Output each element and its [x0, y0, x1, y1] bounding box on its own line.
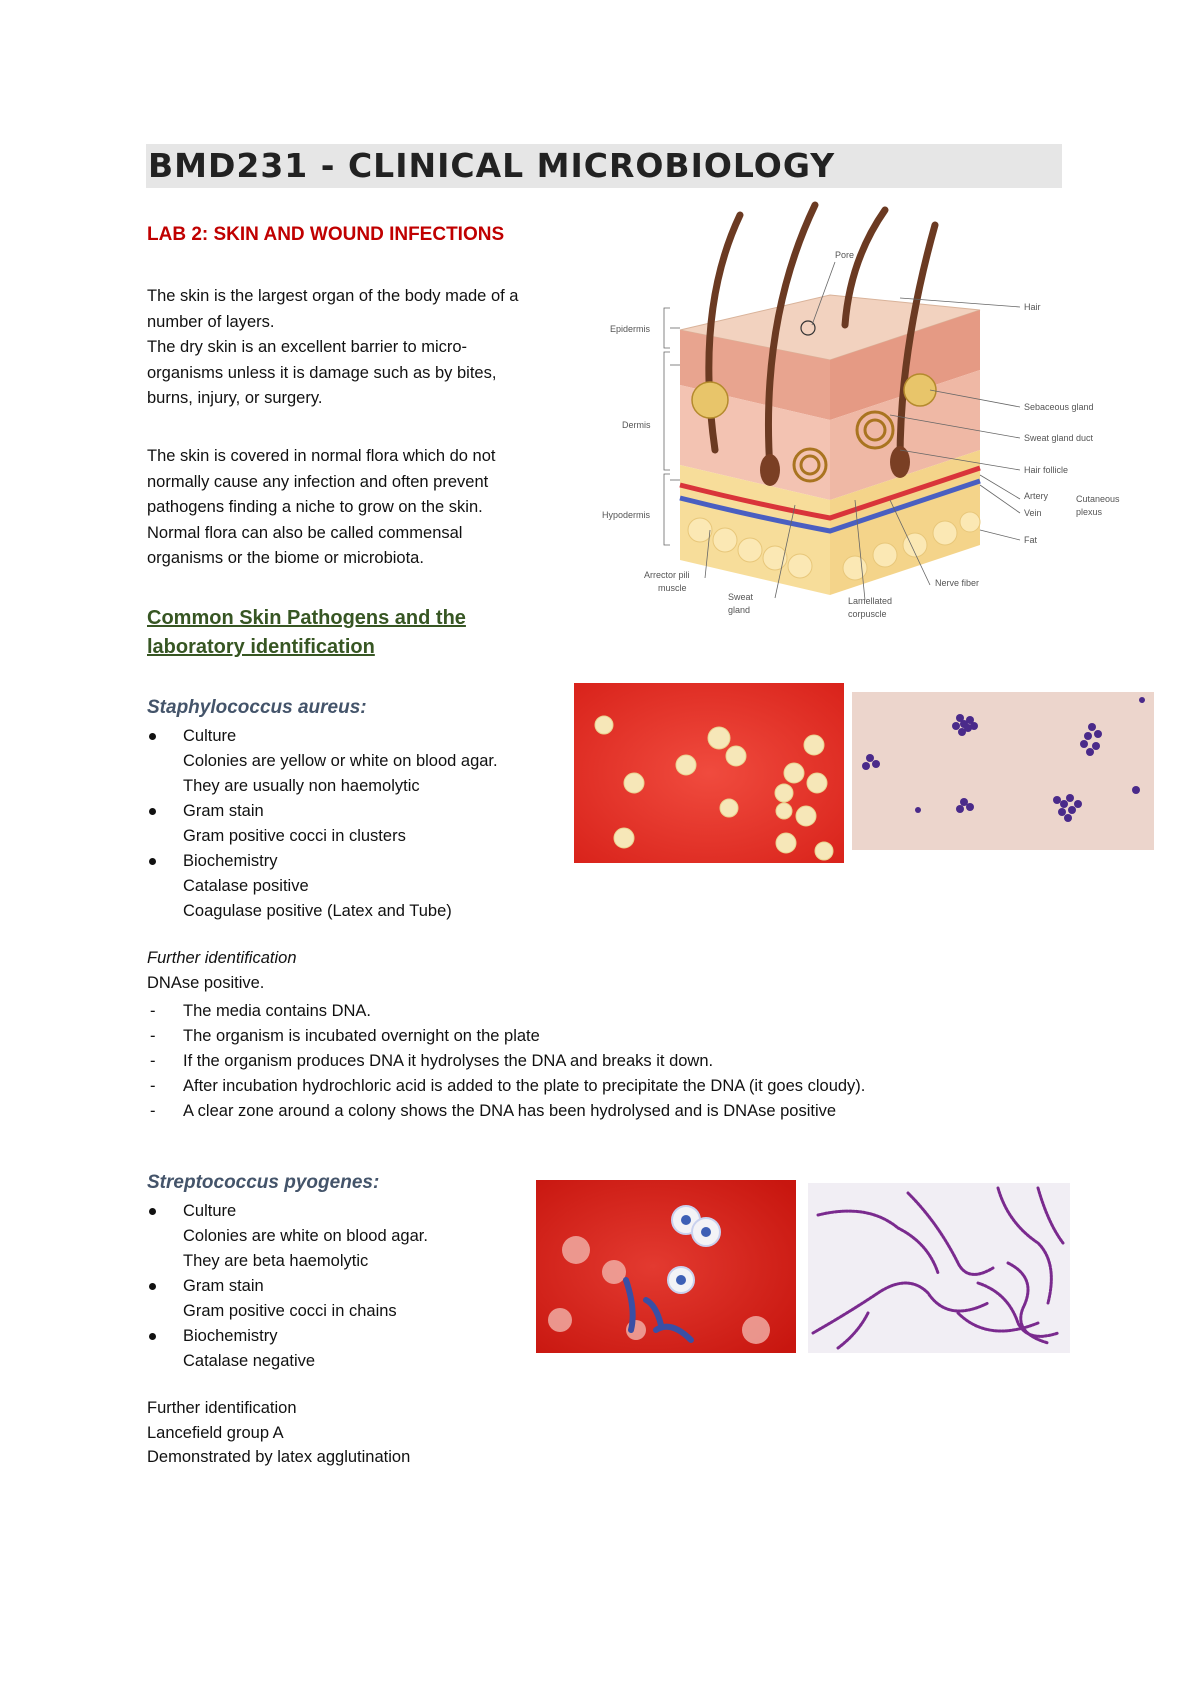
text-line: organisms unless it is damage such as by bites, [147, 363, 497, 382]
staph-further-title: Further identification [147, 949, 297, 967]
bullet-icon [149, 733, 156, 740]
label-cutaneous: Cutaneous [1076, 494, 1120, 504]
list-item: Colonies are yellow or white on blood agar. [183, 752, 498, 770]
list-item: Catalase positive [183, 877, 309, 895]
list-item: Gram stain [147, 1274, 428, 1299]
strep-title: Streptococcus pyogenes: [147, 1172, 380, 1193]
bullet-icon [149, 858, 156, 865]
staph-dash-list [147, 999, 865, 1124]
document-title: BMD231 - CLINICAL MICROBIOLOGY [148, 146, 836, 185]
label-hypodermis: Hypodermis [602, 510, 651, 520]
list-item: They are usually non haemolytic [183, 777, 420, 795]
label-epidermis: Epidermis [610, 324, 651, 334]
text-line: Normal flora can also be called commensal [147, 523, 463, 542]
strep-further-title: Further identification [147, 1399, 297, 1417]
strep-blood-agar-photo [536, 1180, 796, 1353]
staph-title: Staphylococcus aureus: [147, 697, 367, 718]
staph-blood-agar-photo [574, 683, 844, 863]
staph-list [147, 724, 498, 924]
bullet-icon [149, 1283, 156, 1290]
bullet-icon [149, 808, 156, 815]
label-sweat: Sweat [728, 592, 754, 602]
list-item: Culture [147, 724, 498, 749]
list-item: Gram stain [147, 799, 498, 824]
label-vein: Vein [1024, 508, 1042, 518]
list-item: - If the organism produces DNA it hydrolyses the DNA and breaks it down. [150, 1052, 714, 1070]
label-dermis: Dermis [622, 420, 651, 430]
text-line: normally cause any infection and often prevent [147, 472, 489, 491]
strep-lancefield: Lancefield group A [147, 1424, 284, 1442]
label-sweat-gland-duct: Sweat gland duct [1024, 433, 1094, 443]
list-item: Gram positive cocci in clusters [183, 827, 406, 845]
text-line: pathogens finding a niche to grow on the skin. [147, 498, 483, 516]
intro-paragraph-1 [147, 284, 577, 412]
list-item: - After incubation hydrochloric acid is added to the plate to precipitate the DNA (it goes cloudy). [150, 1077, 866, 1095]
label-gland: gland [728, 605, 751, 615]
list-item: - The media contains DNA. [150, 1002, 372, 1020]
label-lamellated: Lamellated [848, 596, 893, 606]
label-hair: Hair [1024, 302, 1041, 312]
label-arrector-pili: Arrector pili [644, 570, 690, 580]
list-item: Culture [147, 1199, 428, 1224]
list-item: - A clear zone around a colony shows the DNA has been hydrolysed and is DNAse positive [150, 1102, 837, 1120]
text-line: burns, injury, or surgery. [147, 389, 323, 407]
label-fat: Fat [1024, 535, 1038, 545]
staph-gram-stain-photo [852, 692, 1154, 850]
list-item: Catalase negative [183, 1352, 316, 1370]
strep-list [147, 1199, 428, 1374]
strep-latex: Demonstrated by latex agglutination [147, 1448, 411, 1466]
label-corpuscle: corpuscle [848, 609, 887, 619]
list-item: Biochemistry [147, 849, 498, 874]
text-line: The skin is covered in normal flora which do not [147, 447, 496, 465]
label-hair-follicle: Hair follicle [1024, 465, 1069, 475]
text-line: number of layers. [147, 312, 275, 331]
list-item: - The organism is incubated overnight on the plate [150, 1027, 540, 1045]
skin-anatomy-diagram [600, 200, 1140, 630]
text-line: The dry skin is an excellent barrier to micro- [147, 338, 468, 356]
lab-title: LAB 2: SKIN AND WOUND INFECTIONS [147, 224, 505, 245]
list-item: Biochemistry [147, 1324, 428, 1349]
text-line: The skin is the largest organ of the body made of a [147, 287, 519, 305]
staph-further-sub: DNAse positive. [147, 974, 265, 992]
list-item: Coagulase positive (Latex and Tube) [183, 902, 452, 920]
bullet-icon [149, 1208, 156, 1215]
section-heading-line: Common Skin Pathogens and the [147, 607, 466, 629]
label-nerve-fiber: Nerve fiber [935, 578, 980, 588]
intro-paragraph-2 [147, 444, 577, 572]
label-sebaceous-gland: Sebaceous gland [1024, 402, 1094, 412]
label-pore: Pore [835, 250, 855, 260]
section-heading [147, 604, 466, 662]
label-muscle: muscle [658, 583, 687, 593]
list-item: Gram positive cocci in chains [183, 1302, 397, 1320]
list-item: They are beta haemolytic [183, 1252, 369, 1270]
list-item: Colonies are white on blood agar. [183, 1227, 428, 1245]
label-artery: Artery [1024, 491, 1049, 501]
section-heading-line: laboratory identification [147, 636, 375, 658]
bullet-icon [149, 1333, 156, 1340]
label-plexus: plexus [1076, 507, 1103, 517]
text-line: organisms or the biome or microbiota. [147, 549, 424, 567]
strep-gram-stain-photo [808, 1183, 1070, 1353]
